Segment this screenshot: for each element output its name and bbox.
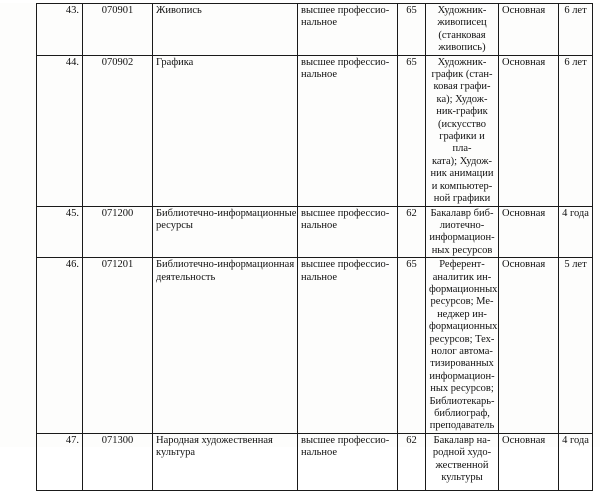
education-level: [298, 206, 398, 258]
program-type: [499, 55, 559, 206]
duration-text: 6 лет: [564, 56, 587, 68]
hours-text: 62: [406, 207, 417, 219]
hours-text: 62: [406, 434, 417, 446]
education-level: [298, 4, 398, 56]
table-row: [37, 55, 593, 206]
program-code: [83, 4, 153, 56]
program-type: [499, 206, 559, 258]
program-name: [153, 206, 298, 258]
level-line: высшее профессио-: [301, 207, 390, 219]
hours-text: 65: [406, 56, 417, 68]
level-line: высшее профессио-: [301, 434, 390, 446]
qualification-text: Художник- живописец (станковая живопись): [437, 5, 487, 54]
hours-value: [398, 55, 426, 206]
code-text: 071201: [101, 259, 134, 271]
level-line: высшее профессио-: [301, 259, 390, 271]
study-duration: [559, 55, 593, 206]
program-name: [153, 4, 298, 56]
education-level: [298, 55, 398, 206]
study-duration: [559, 433, 593, 490]
hours-value: [398, 4, 426, 56]
level-line: высшее профессио-: [301, 56, 390, 68]
row-number: [37, 258, 83, 434]
duration-text: 5 лет: [564, 259, 587, 271]
hours-value: [398, 433, 426, 490]
name-line: Графика: [156, 56, 194, 68]
program-name: [153, 55, 298, 206]
type-text: Основная: [502, 5, 546, 16]
program-type: [499, 433, 559, 490]
code-text: 070901: [101, 5, 134, 16]
num-text: 43.: [65, 5, 79, 16]
level-line: высшее профессио-: [301, 5, 390, 16]
qualification-text: Художник- график (стан- ковая графи- ка); Худож- ник-график (искусство графики и пла- ката); Худож- ник анимации и компьютер- ной графики: [430, 56, 494, 205]
code-text: 071200: [101, 207, 134, 219]
qualification: [426, 4, 499, 56]
table-body: [37, 4, 593, 491]
row-number: [37, 55, 83, 206]
hours-text: 65: [406, 259, 417, 271]
num-text: 46.: [65, 259, 79, 271]
qualification: [426, 258, 499, 434]
duration-text: 4 года: [562, 207, 589, 219]
qualification: [426, 55, 499, 206]
hours-value: [398, 258, 426, 434]
level-line: нальное: [301, 219, 338, 231]
num-text: 44.: [65, 56, 79, 68]
name-line: Библиотечно-информационные: [156, 207, 297, 219]
level-line: нальное: [301, 69, 338, 81]
education-level: [298, 433, 398, 490]
hours-text: 65: [406, 5, 417, 16]
program-name: [153, 433, 298, 490]
num-text: 45.: [65, 207, 79, 219]
table-row: [37, 206, 593, 258]
name-line: культура: [156, 447, 195, 459]
name-line: Библиотечно-информационная: [156, 259, 295, 271]
study-duration: [559, 4, 593, 56]
program-code: [83, 55, 153, 206]
program-code: [83, 258, 153, 434]
qualification: [426, 206, 499, 258]
row-number: [37, 433, 83, 490]
study-duration: [559, 258, 593, 434]
program-code: [83, 433, 153, 490]
name-line: ресурсы: [156, 219, 193, 231]
level-line: нальное: [301, 447, 338, 459]
programs-table: [36, 3, 593, 491]
program-type: [499, 258, 559, 434]
table-row: [37, 258, 593, 434]
type-text: Основная: [502, 207, 546, 219]
level-line: нальное: [301, 17, 338, 29]
program-code: [83, 206, 153, 258]
name-line: Народная художественная: [156, 434, 273, 446]
row-number: [37, 206, 83, 258]
qualification-text: Референт- аналитик ин- формационных ресурсов; Ме- неджер ин- формационных ресурсов; Тех- нолог автома- тизированных информацион- ных ресурсов; Библиотекарь- библиограф, преподаватель: [429, 259, 498, 432]
type-text: Основная: [502, 434, 546, 446]
study-duration: [559, 206, 593, 258]
code-text: 070902: [101, 56, 134, 68]
num-text: 47.: [65, 434, 79, 446]
education-level: [298, 258, 398, 434]
name-line: Живопись: [156, 5, 202, 16]
qualification-text: Бакалавр на- родной худо- жественной культуры: [432, 434, 492, 484]
name-line: деятельность: [156, 271, 216, 283]
code-text: 071300: [101, 434, 134, 446]
hours-value: [398, 206, 426, 258]
level-line: нальное: [301, 271, 338, 283]
row-number: [37, 4, 83, 56]
qualification-text: Бакалавр биб- лиотечно- информацион- ных ресурсов: [429, 207, 495, 256]
type-text: Основная: [502, 56, 546, 68]
duration-text: 4 года: [562, 434, 589, 446]
program-type: [499, 4, 559, 56]
table-row: [37, 4, 593, 56]
program-name: [153, 258, 298, 434]
qualification: [426, 433, 499, 490]
type-text: Основная: [502, 259, 546, 271]
duration-text: 6 лет: [564, 5, 587, 16]
table-row: [37, 433, 593, 490]
